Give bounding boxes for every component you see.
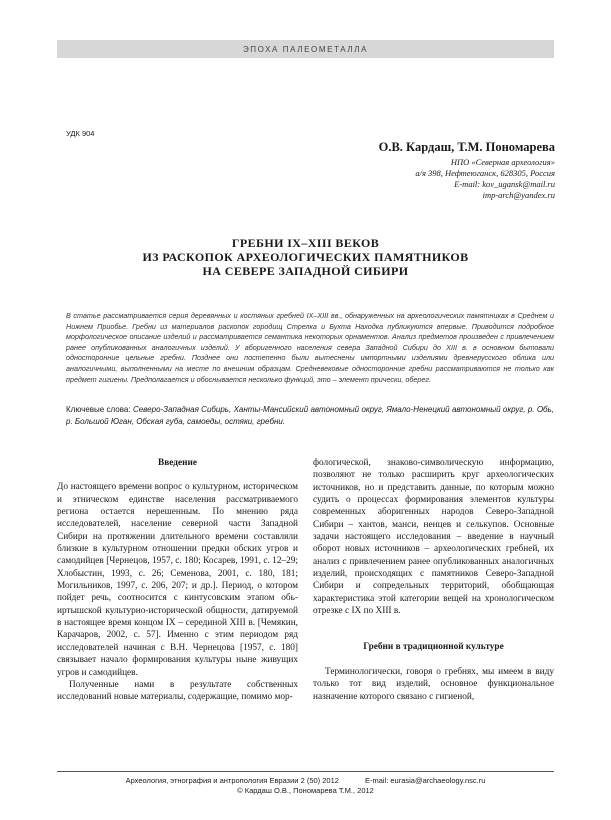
combs-paragraph-1: Терминологически, говоря о гребнях, мы имеем в виду только тот вид изделий, основное функциональное назначение которого связано с гигиеной, (313, 666, 554, 702)
combs-heading: Гребни в традиционной культуре (363, 642, 504, 653)
footer-rule (57, 771, 554, 772)
footer-copyright: © Кардаш О.В., Пономарева Т.М., 2012 (237, 786, 374, 795)
section-title: ЭПОХА ПАЛЕОМЕТАЛЛА (242, 44, 369, 54)
affiliation-email-1: E-mail: kov_ugansk@mail.ru (454, 179, 555, 189)
intro-heading: Введение (158, 458, 197, 468)
keywords-label: Ключевые слова: (66, 405, 131, 414)
affiliation-email-2: imp-arch@yandex.ru (482, 190, 555, 200)
section-header-band (57, 40, 554, 58)
title-line-1: ГРЕБНИ IX–XIII ВЕКОВ (231, 236, 380, 250)
left-column (57, 457, 298, 704)
footer-journal: Археология, этнография и антропология Евразии 2 (50) 2012 (125, 776, 339, 785)
abstract: В статье рассматривается серия деревянных и костяных гребней IX–XIII вв., обнаруженных на археологических памятниках в Среднем и Нижнем Приобье. Гребни из материалов раскопок городищ Стрелка и Бухта Находка публикуются впервые. Приводится подробное морфологическое описание изделий и рассматривается семантика некоторых орнаментов. Анализ предметов произведен с привлечением ранее опубликованных аналогичных изделий. У аборигенного населения севера Западной Сибири до XIII в. в основном бытовали односторонние цельные гребни. Позднее они постепенно были вытеснены импортными изделиями древнерусского облика или аналогичными, выполненными на месте по внешним образцам. Средневековые односторонние гребни рассматриваются не только как предмет гигиены. Предполагается и обоснывается несколько функций, это – элемент прически, оберег. (66, 311, 554, 384)
footer-journal-line (57, 776, 554, 786)
right-column (313, 457, 554, 703)
udk-code: УДК 904 (66, 129, 95, 138)
intro-paragraph-1: До настоящего времени вопрос о культурном, историческом и этническом единстве населения рассматриваемого региона остается нерешенным. По мнению ряда исследователей, население северной части Западной Сибири на протяжении длительного времени составляли близкие в культурном отношении предки обских угров и самодийцев [Чернецов, 1957, с. 180; Косарев, 1991, с. 12–29; Хлобыстин, 1993, с. 26; Семенова, 2001, с. 180, 181; Могильников, 1997, с. 206, 207; и др.]. Период, о котором пойдет речь, соотносится с кинтусовским этапом обь-иртышской культурно-исторической общности, датируемой в настоящее время концом IX – серединой XIII в. [Чемякин, Карачаров, 2002, с. 57]. Именно с этим периодом ряд исследователей начиная с В.Н. Чернецова [1957, с. 180] связывает начало формирования культуры ныне живущих угров и самодийцев. (57, 482, 298, 678)
keywords (66, 404, 554, 428)
author-names: О.В. Кардаш, Т.М. Пономарева (378, 140, 555, 154)
title-line-2: ИЗ РАСКОПОК АРХЕОЛОГИЧЕСКИХ ПАМЯТНИКОВ (142, 250, 469, 264)
affiliation-address: а/я 398, Нефтеюганск, 628305, Россия (415, 168, 555, 178)
affiliation-org: НПО «Северная археология» (450, 157, 555, 167)
author-block (379, 140, 555, 201)
article-title (57, 236, 554, 278)
intro-paragraph-2: Полученные нами в результате собственных исследований новые материалы, содержащие, помимо мор- (57, 679, 298, 703)
keywords-text: Северо-Западная Сибирь, Ханты-Мансийский автономный округ, Ямало-Ненецкий автономный округ, р. Обь, р. Большой Юган, Обская губа, самоеды, остяки, гребни. (66, 405, 554, 426)
title-line-3: НА СЕВЕРЕ ЗАПАДНОЙ СИБИРИ (202, 264, 409, 278)
intro-paragraph-continued: фологической, знаково-символическую информацию, позволяют не только расширить круг археологических источников, но и представить данные, по которым можно судить о процессах формирования элементов культуры современных аборигенных народов Северо-Западной Сибири – хантов, манси, ненцев и селькупов. Основные задачи настоящего исследования – введение в научный оборот новых источников – археологических гребней, их анализ с привлечением ранее опубликованных аналогичных изделий, происходящих с памятников Северо-Западной Сибири и сопредельных территорий, обобщающая характеристика этой категории вещей на хронологическом отрезке с IX по XIII в. (313, 458, 554, 617)
footer-email: E-mail: eurasia@archaeology.nsc.ru (364, 776, 486, 785)
footer (57, 776, 554, 796)
